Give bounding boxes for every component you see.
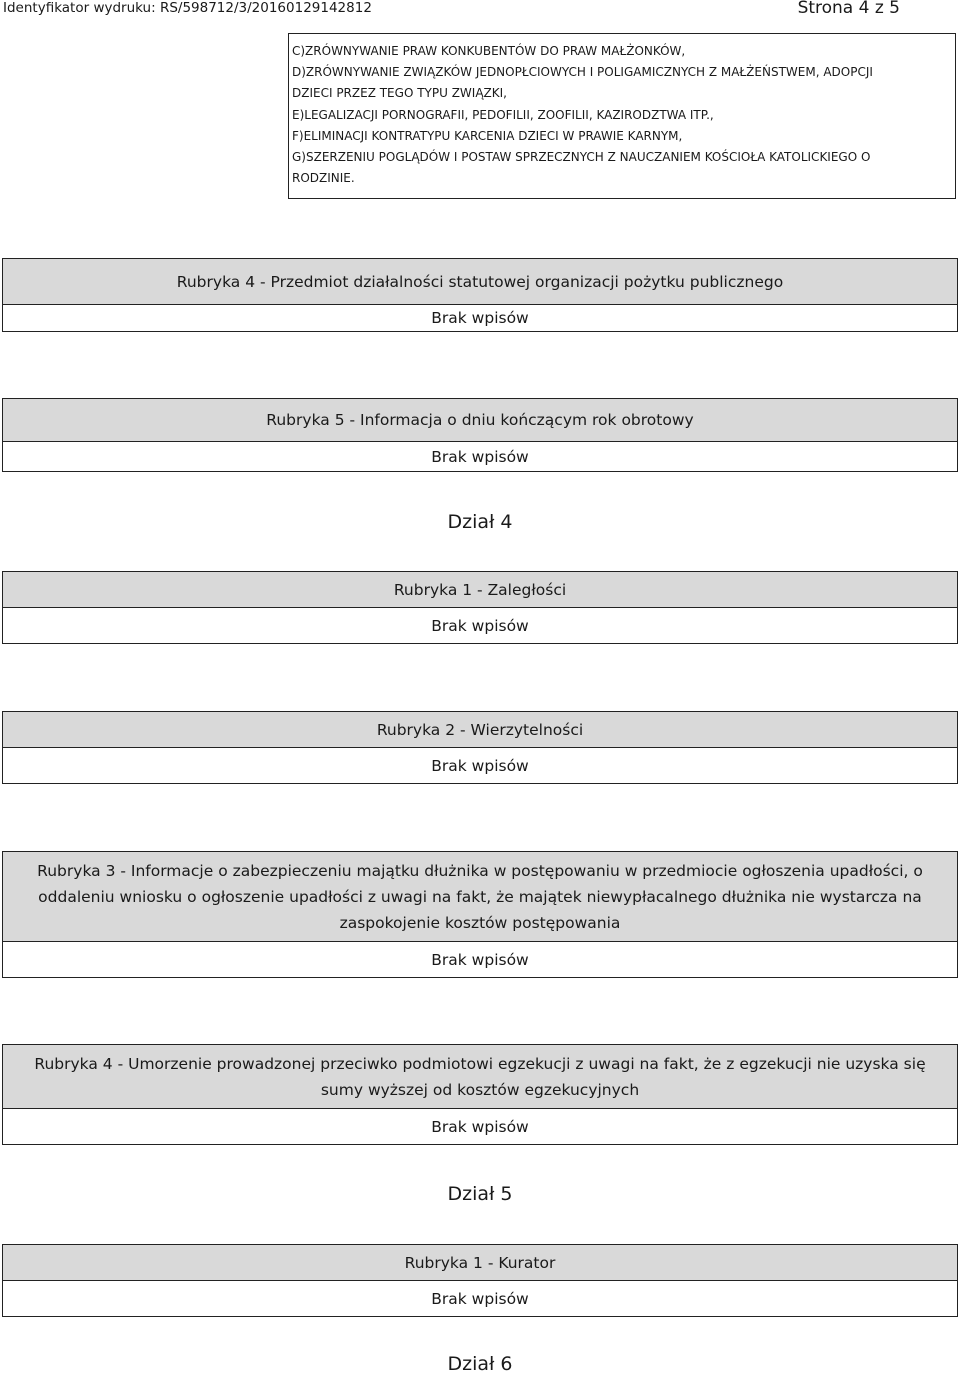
- rubryka-title-line: Rubryka 3 - Informacje o zabezpieczeniu majątku dłużnika w postępowaniu w przedmiocie ogłoszenia upadłości, o: [37, 861, 923, 880]
- section-d3-rubryka-5: [2, 398, 958, 472]
- rubryka-title-line: zaspokojenie kosztów postępowania: [339, 913, 621, 932]
- statutory-purpose-box: [288, 33, 956, 199]
- rubryka-title: Rubryka 1 - Kurator: [3, 1245, 957, 1281]
- dzial-4-heading: Dział 4: [447, 511, 513, 533]
- rubryka-empty-value: Brak wpisów: [431, 447, 529, 466]
- purpose-line: DZIECI PRZEZ TEGO TYPU ZWIĄZKI,: [292, 86, 507, 101]
- rubryka-title: Rubryka 5 - Informacja o dniu kończącym rok obrotowy: [3, 399, 957, 442]
- purpose-line: D)ZRÓWNYWANIE ZWIĄZKÓW JEDNOPŁCIOWYCH I POLIGAMICZNYCH Z MAŁŻEŃSTWEM, ADOPCJI: [292, 65, 873, 80]
- section-d3-rubryka-4: [2, 258, 958, 332]
- section-d5-rubryka-1: [2, 1244, 958, 1317]
- section-d4-rubryka-2: [2, 711, 958, 784]
- dzial-5-heading: Dział 5: [447, 1183, 513, 1205]
- rubryka-title: [3, 1045, 957, 1109]
- rubryka-empty-value: Brak wpisów: [431, 756, 529, 775]
- rubryka-empty-value: Brak wpisów: [431, 309, 529, 327]
- rubryka-empty-value: Brak wpisów: [431, 1117, 529, 1136]
- print-identifier: Identyfikator wydruku: RS/598712/3/20160129142812: [3, 0, 372, 16]
- purpose-line: E)LEGALIZACJI PORNOGRAFII, PEDOFILII, ZOOFILII, KAZIRODZTWA ITP.,: [292, 107, 714, 122]
- rubryka-title-line: sumy wyższej od kosztów egzekucyjnych: [320, 1080, 640, 1099]
- rubryka-empty-value: Brak wpisów: [431, 616, 529, 635]
- purpose-line: RODZINIE.: [292, 171, 355, 186]
- rubryka-title: Rubryka 1 - Zaległości: [3, 572, 957, 608]
- section-d4-rubryka-1: [2, 571, 958, 644]
- purpose-line: G)SZERZENIU POGLĄDÓW I POSTAW SPRZECZNYCH Z NAUCZANIEM KOŚCIOŁA KATOLICKIEGO O: [292, 150, 871, 165]
- rubryka-title: [3, 852, 957, 942]
- section-d4-rubryka-4: [2, 1044, 958, 1145]
- page-number: Strona 4 z 5: [797, 0, 900, 18]
- rubryka-title: Rubryka 4 - Przedmiot działalności statutowej organizacji pożytku publicznego: [3, 259, 957, 305]
- purpose-line: C)ZRÓWNYWANIE PRAW KONKUBENTÓW DO PRAW MAŁŻONKÓW,: [292, 44, 686, 58]
- rubryka-empty-value: Brak wpisów: [431, 1289, 529, 1308]
- rubryka-empty-value: Brak wpisów: [431, 950, 529, 969]
- section-d4-rubryka-3: [2, 851, 958, 978]
- dzial-6-heading: Dział 6: [447, 1353, 513, 1375]
- purpose-line: F)ELIMINACJI KONTRATYPU KARCENIA DZIECI W PRAWIE KARNYM,: [292, 128, 683, 143]
- rubryka-title-line: Rubryka 4 - Umorzenie prowadzonej przeciwko podmiotowi egzekucji z uwagi na fakt, że z egzekucji nie uzyska się: [34, 1054, 926, 1073]
- rubryka-title-line: oddaleniu wniosku o ogłoszenie upadłości z uwagi na fakt, że majątek niewypłacalnego dłużnika nie wystarcza na: [38, 887, 922, 906]
- rubryka-title: Rubryka 2 - Wierzytelności: [3, 712, 957, 748]
